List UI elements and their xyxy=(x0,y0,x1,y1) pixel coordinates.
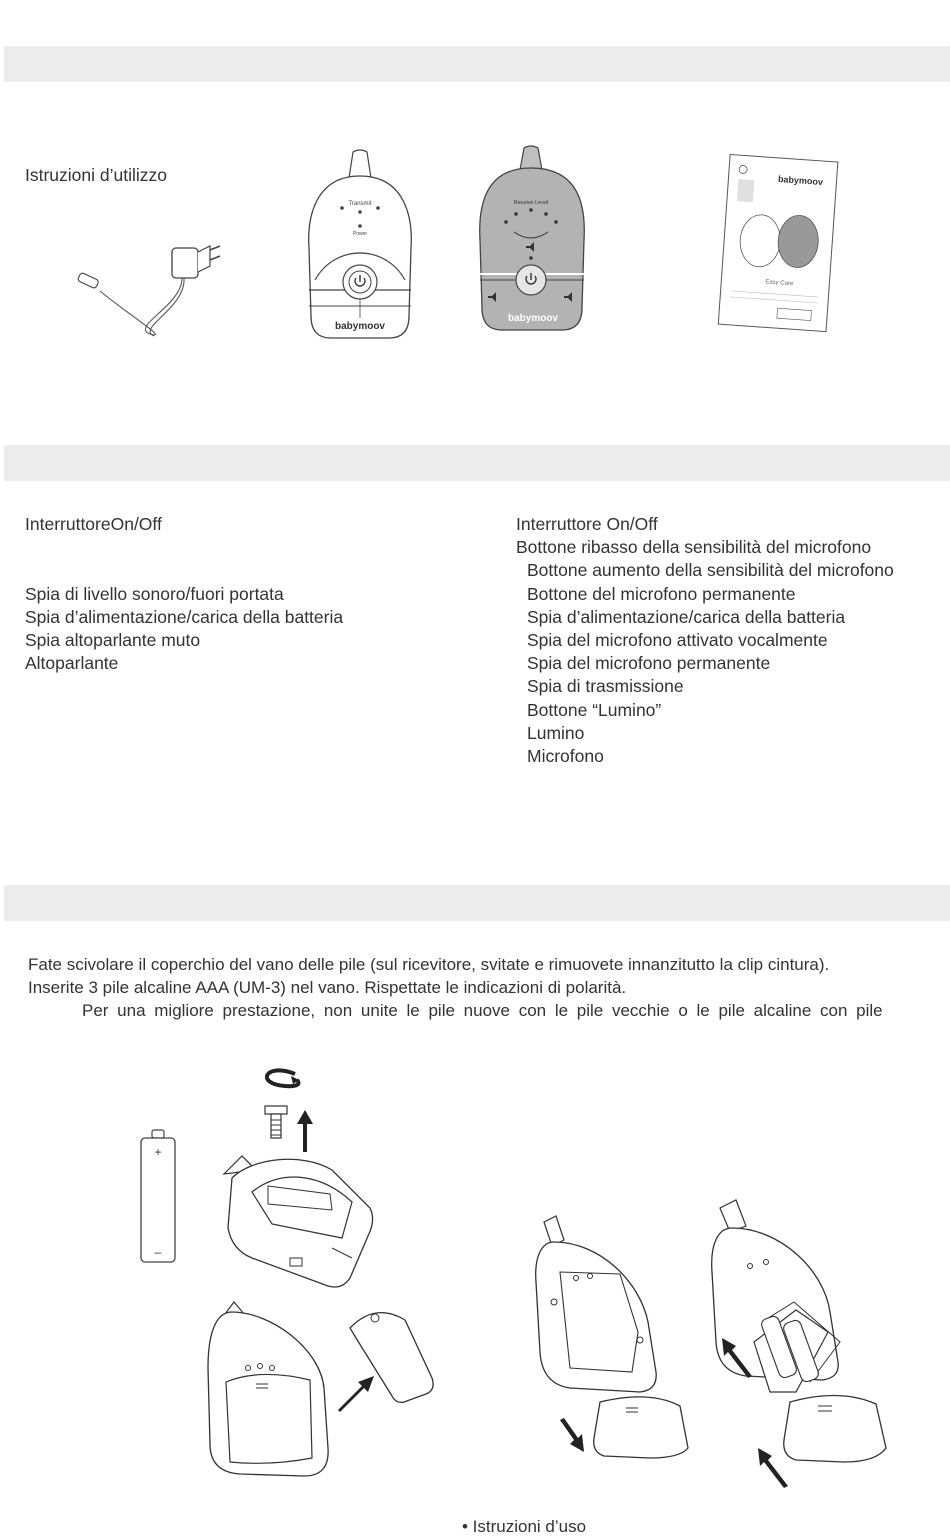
list-item: Lumino xyxy=(527,722,585,743)
list-item: Altoparlante xyxy=(25,653,119,674)
list-item xyxy=(25,559,343,582)
list-item: InterruttoreOn/Off xyxy=(25,514,162,534)
battery-instructions-line-3: Per una migliore prestazione, non unite le pile nuove con le pile vecchie o le pile alcaline con pile xyxy=(82,1001,883,1020)
list-item: Spia del microfono attivato vocalmente xyxy=(527,629,828,650)
receiver-back-closed-illustration xyxy=(212,1148,377,1293)
power-adapter-illustration xyxy=(70,236,230,346)
list-item: Bottone aumento della sensibilità del microfono xyxy=(527,560,894,581)
receive-level-label: Receive Level xyxy=(513,200,549,206)
receiver-unit-illustration xyxy=(478,144,588,334)
transmitter-unit-illustration xyxy=(305,148,415,343)
list-item: Bottone del microfono permanente xyxy=(527,583,796,604)
transmitter-cover-removal-illustration xyxy=(530,1212,710,1462)
transmitter-parts-list xyxy=(516,513,894,768)
manual-brand-logo: babymoov xyxy=(777,173,824,188)
battery-instructions-line-1: Fate scivolare il coperchio del vano delle pile (sul ricevitore, svitate e rimuovete innanzitutto la clip cintura). xyxy=(28,955,830,974)
list-item: Microfono xyxy=(527,745,604,766)
battery-plus-sign: + xyxy=(154,1145,162,1159)
bottom-bullet-text: • Istruzioni d’uso xyxy=(462,1517,587,1536)
screw-removal-illustration xyxy=(255,1062,325,1157)
power-label: Power xyxy=(352,231,368,237)
battery-instructions-line-2: Inserite 3 pile alcaline AAA (UM-3) nel vano. Rispettate le indicazioni di polarità. xyxy=(28,978,627,997)
list-item: Bottone ribasso della sensibilità del microfono xyxy=(516,537,872,558)
list-item: Spia d’alimentazione/carica della batteria xyxy=(25,606,344,627)
list-item: Spia di trasmissione xyxy=(527,676,684,697)
section-header-band-1 xyxy=(4,46,950,82)
transmitter-battery-insertion-illustration xyxy=(700,1192,910,1492)
list-item: Bottone “Lumino” xyxy=(527,699,662,720)
receiver-brand-logo: babymoov xyxy=(507,313,559,324)
manual-booklet-illustration xyxy=(712,152,842,337)
list-item: Spia di livello sonoro/fuori portata xyxy=(25,583,284,604)
box-contents-caption: Istruzioni d’utilizzo xyxy=(25,165,167,185)
section-header-band-2 xyxy=(4,445,950,481)
list-item: Spia del microfono permanente xyxy=(527,653,771,674)
list-item xyxy=(25,536,343,559)
transmitter-brand-logo: babymoov xyxy=(334,321,386,332)
receiver-parts-list xyxy=(25,513,343,675)
list-item: Spia altoparlante muto xyxy=(25,629,201,650)
section-header-band-3 xyxy=(4,885,950,921)
list-item: Interruttore On/Off xyxy=(516,514,658,534)
manual-product-name: Easy Care xyxy=(765,279,794,288)
receiver-back-clip-illustration xyxy=(200,1298,440,1483)
list-item: Spia d’alimentazione/carica della batteria xyxy=(527,606,846,627)
aaa-battery-illustration xyxy=(138,1128,178,1268)
battery-minus-sign: – xyxy=(154,1245,162,1259)
transmit-label: Transmit xyxy=(348,201,372,207)
